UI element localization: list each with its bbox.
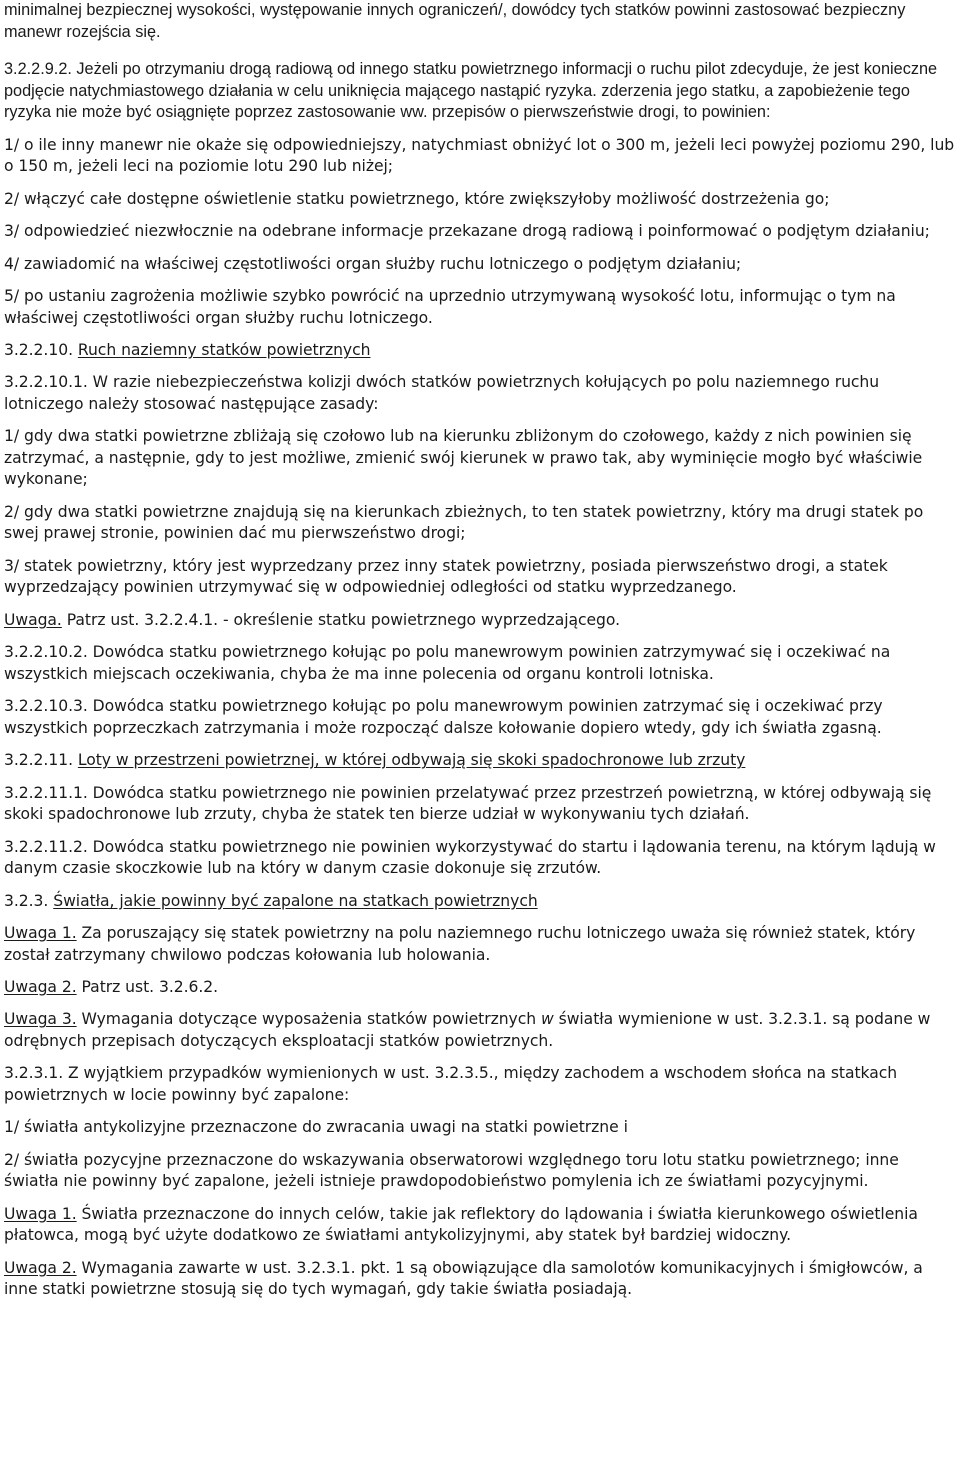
note-3-equipment bbox=[4, 1009, 956, 1052]
note-1-other-lights bbox=[4, 1204, 956, 1247]
paragraph-safe-maneuver: minimalnej bezpiecznej wysokości, występowanie innych ograniczeń/, dowódcy tych statków powinni zastosować bezpieczny manewr rozejścia się. bbox=[4, 1, 906, 41]
paragraph-3-2-2-10-3: 3.2.2.10.3. Dowódca statku powietrznego kołując po polu manewrowym powinien zatrzymać się i oczekiwać przy wszystkich poprzeczkach zatrzymania i może rozpocząć dalsze kołowanie dopiero wtedy, gdy ich światła zgasną. bbox=[4, 697, 883, 737]
list-item-1-descend: 1/ o ile inny manewr nie okaże się odpowiedniejszy, natychmiast obniżyć lot o 300 m, jeżeli leci powyżej poziomu 290, lub o 150 m, jeżeli leci na poziomie lotu 290 lub niżej; bbox=[4, 135, 955, 176]
section-heading-3-2-2-10 bbox=[4, 340, 956, 362]
note-text: światła wymienione w ust. 3.2.3.1. są podane w odrębnych przepisach dotyczących eksploatacji statków powietrznych. bbox=[4, 1010, 931, 1050]
note-text: Patrz ust. 3.2.6.2. bbox=[76, 977, 219, 996]
note-text: Patrz ust. 3.2.2.4.1. - określenie statku powietrznego wyprzedzającego. bbox=[61, 610, 621, 629]
paragraph-3-2-3-1: 3.2.3.1. Z wyjątkiem przypadków wymienionych w ust. 3.2.3.5., między zachodem a wschodem słońca na statkach powietrznych w locie powinny być zapalone: bbox=[4, 1064, 898, 1104]
section-title: Ruch naziemny statków powietrznych bbox=[77, 340, 371, 359]
list-item-1-head-on: 1/ gdy dwa statki powietrzne zbliżają się czołowo lub na kierunku zbliżonym do czołowego, każdy z nich powinien się zatrzymać, a następnie, gdy to jest możliwe, zmienić swój kierunek w prawo tak, aby wyminięcie mogło być właściwie wykonane; bbox=[4, 427, 923, 489]
section-number: 3.2.2.10. bbox=[4, 340, 78, 359]
note-text: Światła przeznaczone do innych celów, takie jak reflektory do lądowania i światła kierunkowego oświetlenia płatowca, mogą być użyte dodatkowo ze światłami antykolizyjnymi, aby statek był bardziej widoczny. bbox=[4, 1204, 918, 1245]
list-item-2-position-lights: 2/ światła pozycyjne przeznaczone do wskazywania obserwatorowi względnego toru lotu statku powietrznego; inne światła nie powinny być zapalone, jeżeli istnieje prawdopodobieństwo pomylenia ich ze światłami pozycyjnymi. bbox=[4, 1150, 899, 1191]
list-item-2-converging: 2/ gdy dwa statki powietrzne znajdują się na kierunkach zbieżnych, to ten statek powietrzny, który ma drugi statek po swej prawej stronie, powinien dać mu pierwszeństwo drogi; bbox=[4, 502, 924, 543]
list-item-5-return: 5/ po ustaniu zagrożenia możliwie szybko powrócić na uprzednio utrzymywaną wysokość lotu, informując o tym na właściwej częstotliwości organ służby ruchu lotniczego. bbox=[4, 286, 896, 327]
paragraph-3-2-2-11-1: 3.2.2.11.1. Dowódca statku powietrznego nie powinien przelatywać przez przestrzeń powietrzną, w której odbywają się skoki spadochronowe lub zrzuty, chyba że statek ten bierze udział w wykonywaniu tych działań. bbox=[4, 783, 932, 824]
note-2-requirements bbox=[4, 1258, 956, 1301]
note-label: Uwaga. bbox=[4, 610, 62, 629]
list-item-3-respond: 3/ odpowiedzieć niezwłocznie na odebrane informacje przekazane drogą radiową i poinformować o podjętym działaniu; bbox=[4, 222, 930, 241]
note-1-taxiing bbox=[4, 923, 956, 966]
paragraph-3-2-2-10-2: 3.2.2.10.2. Dowódca statku powietrznego kołując po polu manewrowym powinien zatrzymywać się i oczekiwać na wszystkich miejscach oczekiwania, chyba że ma inne polecenia od organu kontroli lotniska. bbox=[4, 643, 891, 683]
note-label: Uwaga 2. bbox=[4, 1258, 77, 1277]
note-text-italic: w bbox=[541, 1010, 554, 1029]
section-heading-3-2-2-11 bbox=[4, 750, 956, 772]
note-2-reference bbox=[4, 977, 956, 999]
section-number: 3.2.3. bbox=[4, 891, 54, 910]
list-item-2-lights: 2/ włączyć całe dostępne oświetlenie statku powietrznego, które zwiększyłoby możliwość dostrzeżenia go; bbox=[4, 189, 830, 208]
list-item-4-notify: 4/ zawiadomić na właściwej częstotliwości organ służby ruchu lotniczego o podjętym działaniu; bbox=[4, 254, 742, 273]
note-label: Uwaga 1. bbox=[4, 923, 77, 942]
section-title: Loty w przestrzeni powietrznej, w której odbywają się skoki spadochronowe lub zrzuty bbox=[77, 751, 746, 770]
note-label: Uwaga 2. bbox=[4, 977, 77, 996]
section-heading-3-2-3 bbox=[4, 891, 956, 913]
note-text: Za poruszający się statek powietrzny na polu naziemnego ruchu lotniczego uważa się również statek, który został zatrzymany chwilowo podczas kołowania lub holowania. bbox=[4, 923, 916, 964]
note-label: Uwaga 1. bbox=[4, 1204, 77, 1223]
list-item-3-overtaking: 3/ statek powietrzny, który jest wyprzedzany przez inny statek powietrzny, posiada pierwszeństwo drogi, a statek wyprzedzający powinien utrzymywać się w odpowiedniej odległości od statku wyprzedzanego. bbox=[4, 556, 888, 597]
paragraph-3-2-2-10-1: 3.2.2.10.1. W razie niebezpieczeństwa kolizji dwóch statków powietrznych kołujących po polu naziemnego ruchu lotniczego należy stosować następujące zasady: bbox=[4, 373, 880, 413]
note-label: Uwaga 3. bbox=[4, 1010, 77, 1029]
note-text: Wymagania dotyczące wyposażenia statków powietrznych bbox=[76, 1010, 541, 1029]
list-item-1-anticollision: 1/ światła antykolizyjne przeznaczone do zwracania uwagi na statki powietrzne i bbox=[4, 1118, 628, 1137]
paragraph-3-2-2-11-2: 3.2.2.11.2. Dowódca statku powietrznego nie powinien wykorzystywać do startu i lądowania terenu, na którym lądują w danym czasie skoczkowie lub na który w danym czasie dokonuje się zrzutów. bbox=[4, 837, 936, 878]
paragraph-3-2-2-9-2: 3.2.2.9.2. Jeżeli po otrzymaniu drogą radiową od innego statku powietrznego informacji o ruchu pilot zdecyduje, że jest konieczne podjęcie natychmiastowego działania w celu uniknięcia mającego nastąpić ryzyka. zderzenia jego statku, a zapobieżenie tego ryzyka nie może być osiągnięte poprzez zastosowanie ww. przepisów o pierwszeństwie drogi, to powinien: bbox=[4, 60, 938, 122]
note-overtaking bbox=[4, 610, 956, 632]
section-number: 3.2.2.11. bbox=[4, 751, 78, 770]
section-title: Światła, jakie powinny być zapalone na statkach powietrznych bbox=[53, 891, 538, 910]
note-text: Wymagania zawarte w ust. 3.2.3.1. pkt. 1 są obowiązujące dla samolotów komunikacyjnych i śmigłowców, a inne statki powietrzne stosują się do tych wymagań, gdy takie światła posiadają. bbox=[4, 1258, 923, 1299]
